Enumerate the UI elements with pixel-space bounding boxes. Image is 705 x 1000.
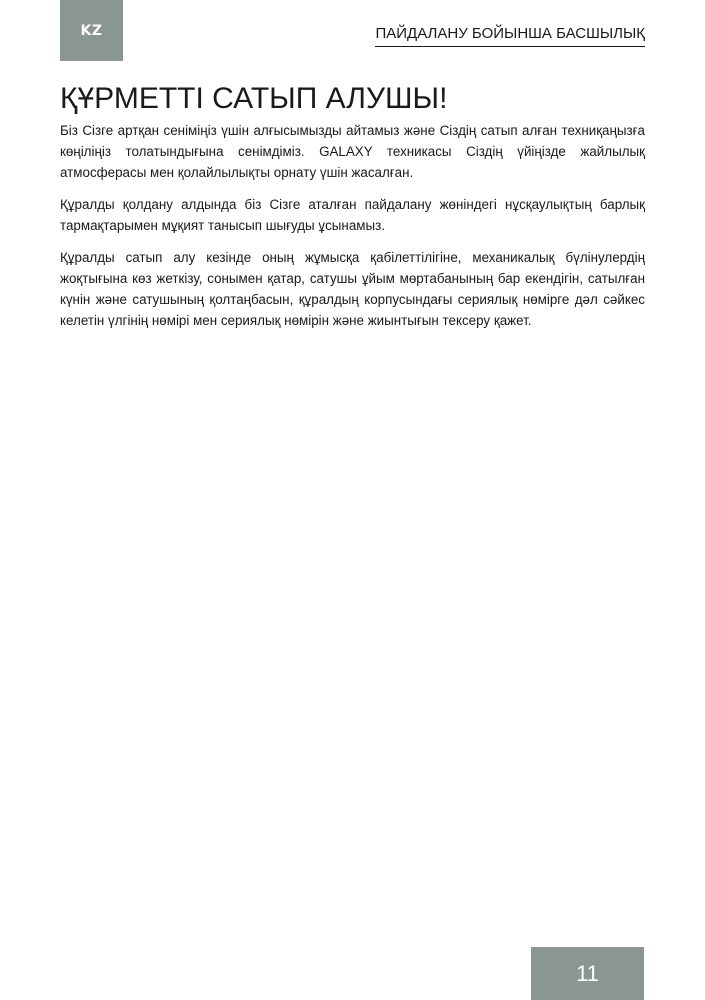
page-title: ҚҰРМЕТТІ САТЫП АЛУШЫ! xyxy=(60,82,448,115)
language-code: KZ xyxy=(80,22,103,39)
section-header-title: ПАЙДАЛАНУ БОЙЫНША БАСШЫЛЫҚ xyxy=(375,24,645,47)
paragraph-read-manual: Құралды қолдану алдында біз Сізге аталған пайдалану жөніндегі нұсқаулықтың барлық тармақтарымен мұқият танысып шығуды ұсынамыз. xyxy=(60,197,645,233)
language-tab xyxy=(60,0,123,61)
paragraph-thanks: Біз Сізге артқан сеніміңіз үшін алғысымызды айтамыз және Сіздің сатып алған техниқаңызға көңіліңіз толатындығына сенімдіміз. GALAXY техникасы Сіздің үйіңізде жайлылық атмосферасы мен қолайлылықты орнату үшін жасалған. xyxy=(60,123,645,180)
body-text xyxy=(60,120,645,342)
paragraph-purchase-check: Құралды сатып алу кезінде оның жұмысқа қабілеттілігіне, механикалық бүлінулердің жоқтығына көз жеткізу, сонымен қатар, сатушы ұйым мөртабанының бар екендігін, сатылған күнін және сатушының қолтаңбасын, құралдың корпусындағы сериялық нөмірге дәл сәйкес келетін үлгінің нөмірі мен сериялық нөмірін және жиынтығын тексеру қажет. xyxy=(60,250,645,328)
page-number-box xyxy=(531,947,644,1000)
page-number: 11 xyxy=(576,960,599,986)
